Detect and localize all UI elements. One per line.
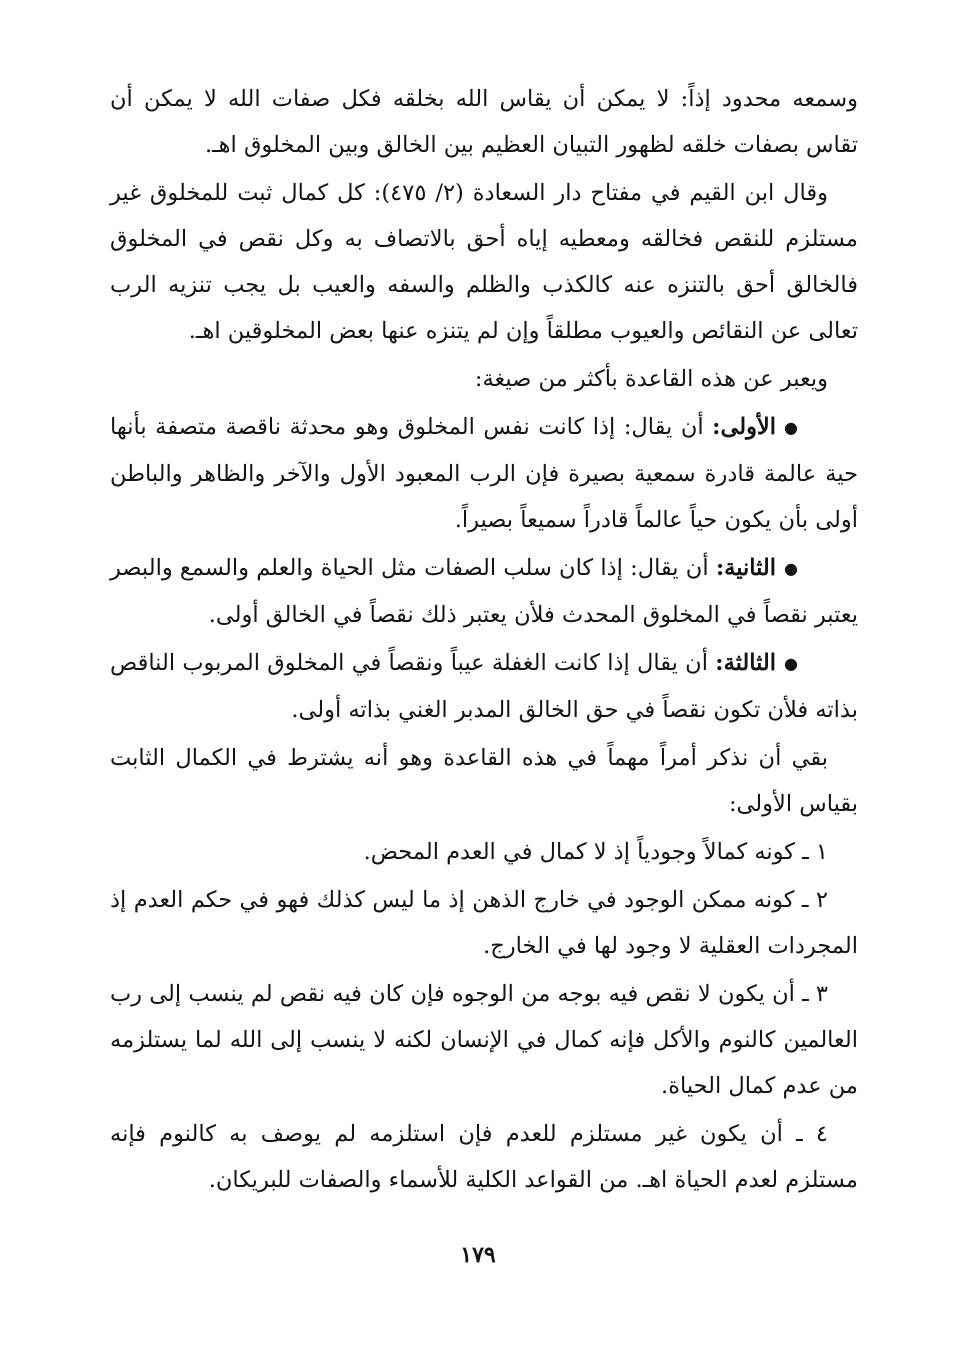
- paragraph-continuation: [110, 76, 858, 168]
- condition-item-3: [110, 971, 858, 1109]
- bullet-icon: ●: [784, 654, 798, 673]
- paragraph-text: ٢ ـ كونه ممكن الوجود في خارج الذهن إذ ما ليس كذلك فهو في حكم العدم إذ المجردات العقلية لا وجود لها في الخارج.: [110, 887, 858, 959]
- paragraph-text: ويعبر عن هذه القاعدة بأكثر من صيغة:: [474, 366, 828, 392]
- condition-item-4: [110, 1111, 858, 1203]
- condition-item-2: [110, 877, 858, 969]
- page-number: ١٧٩: [460, 1242, 496, 1268]
- paragraph-text: ٣ ـ أن يكون لا نقص فيه بوجه من الوجوه فإن كان فيه نقص لم ينسب إلى رب العالمين كالنوم والأكل فإنه كمال في الإنسان لكنه لا ينسب إلى الله لما يستلزمه من عدم كمال الحياة.: [110, 981, 858, 1099]
- bullet-icon: ●: [784, 418, 798, 437]
- paragraph-text: وقال ابن القيم في مفتاح دار السعادة (٢/ ٤٧٥): كل كمال ثبت للمخلوق غير مستلزم للنقص فخالقه ومعطيه إياه أحق بالاتصاف به وكل نقص في المخلوق فالخالق أحق بالتنزه عنه كالكذب والظلم والسفه والعيب بل يجب تنزيه الرب تعالى عن النقائص والعيوب مطلقاً وإن لم يتنزه عنها بعض المخلوقين اهـ.: [110, 180, 858, 344]
- bullet-item-third: [110, 640, 858, 733]
- bullet-text: أن يقال: إذا كان سلب الصفات مثل الحياة والعلم والسمع والبصر يعتبر نقصاً في المخلوق المحدث فلأن يعتبر ذلك نقصاً في الخالق أولى.: [110, 555, 858, 628]
- paragraph-ibn-alqayyim-quote: [110, 170, 858, 354]
- bullet-label: الأولى:: [712, 414, 777, 440]
- paragraph-text: ٤ ـ أن يكون غير مستلزم للعدم فإن استلزمه لم يوصف به كالنوم فإنه مستلزم لعدم الحياة اهـ. من القواعد الكلية للأسماء والصفات للبريكان.: [110, 1121, 858, 1193]
- bullet-item-second: [110, 545, 858, 638]
- page-body: [110, 76, 858, 1205]
- paragraph-text: بقي أن نذكر أمراً مهماً في هذه القاعدة وهو أنه يشترط في الكمال الثابت بقياس الأولى:: [110, 745, 858, 817]
- paragraph-formulations-intro: [110, 356, 858, 402]
- bullet-label: الثانية:: [715, 555, 777, 581]
- bullet-item-first: [110, 404, 858, 543]
- paragraph-text: ١ ـ كونه كمالاً وجودياً إذ لا كمال في العدم المحض.: [363, 839, 828, 865]
- condition-item-1: [110, 829, 858, 875]
- bullet-text: أن يقال: إذا كانت نفس المخلوق وهو محدثة ناقصة متصفة بأنها حية عالمة قادرة سمعية بصيرة فإن الرب المعبود الأول والآخر والظاهر والباطن أولى بأن يكون حياً عالماً قادراً سميعاً بصيراً.: [110, 414, 858, 533]
- paragraph-conditions-intro: [110, 735, 858, 827]
- bullet-label: الثالثة:: [715, 650, 777, 676]
- paragraph-text: وسمعه محدود إذاً: لا يمكن أن يقاس الله بخلقه فكل صفات الله لا يمكن أن تقاس بصفات خلقه لظهور التبيان العظيم بين الخالق وبين المخلوق اهـ.: [110, 86, 858, 158]
- bullet-text: أن يقال إذا كانت الغفلة عيباً ونقصاً في المخلوق المربوب الناقص بذاته فلأن تكون نقصاً في حق الخالق المدبر الغني بذاته أولى.: [110, 650, 858, 723]
- bullet-icon: ●: [784, 559, 798, 578]
